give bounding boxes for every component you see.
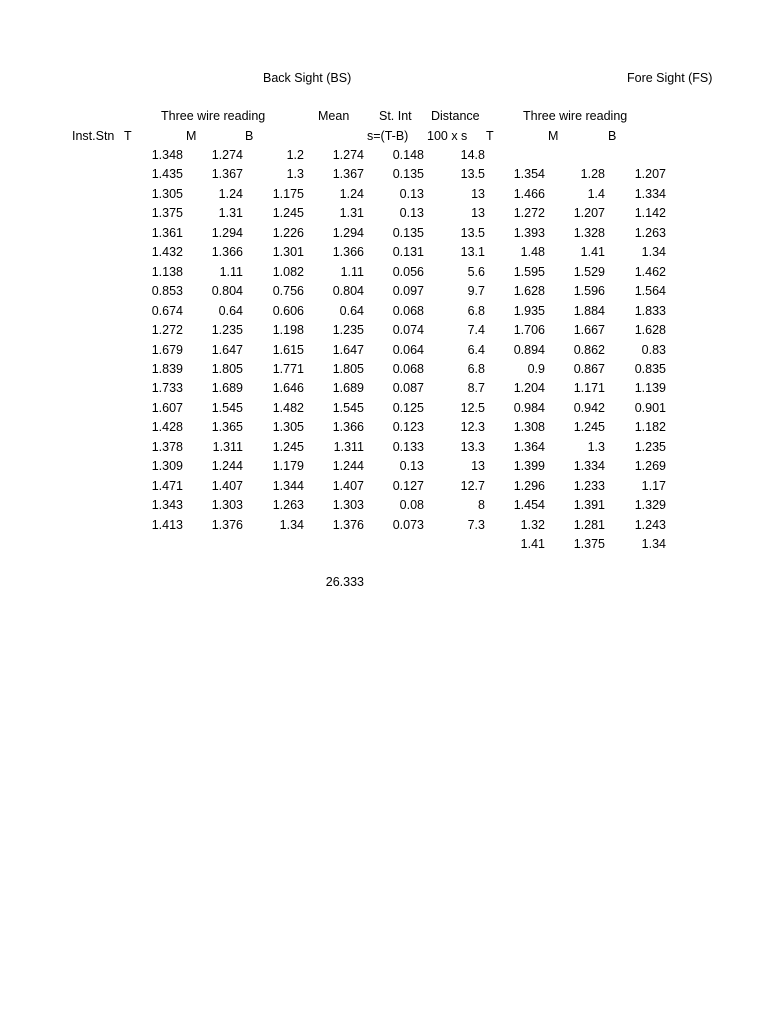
st-int-cell: 0.068 xyxy=(392,362,424,376)
fs-m-cell: 1.3 xyxy=(587,440,605,454)
bs-t-cell: 1.272 xyxy=(151,323,183,337)
fs-m-cell: 1.245 xyxy=(573,420,605,434)
bs-b-cell: 1.34 xyxy=(279,518,304,532)
fs-m-cell: 1.391 xyxy=(573,498,605,512)
fs-b-cell: 1.34 xyxy=(641,245,666,259)
distance-cell: 6.4 xyxy=(467,343,485,357)
total-mean-value: 26.333 xyxy=(325,575,364,589)
fs-three-wire-header: Three wire reading xyxy=(523,109,628,123)
st-int-cell: 0.127 xyxy=(392,479,424,493)
st-int-cell: 0.123 xyxy=(392,420,424,434)
fs-b-cell: 1.139 xyxy=(634,381,666,395)
bs-m-cell: 1.244 xyxy=(211,459,243,473)
bs-b-cell: 1.305 xyxy=(272,420,304,434)
inst-stn-header: Inst.Stn xyxy=(72,129,115,143)
fs-m-cell xyxy=(547,146,605,165)
fs-m-cell: 1.207 xyxy=(573,206,605,220)
bs-b-cell: 1.771 xyxy=(272,362,304,376)
fs-b-cell: 1.269 xyxy=(634,459,666,473)
fs-t-cell: 1.393 xyxy=(513,226,545,240)
mean-cell: 1.311 xyxy=(333,440,364,454)
bs-m-cell: 1.376 xyxy=(211,518,243,532)
back-sight-title: Back Sight (BS) xyxy=(263,71,352,85)
bs-m-cell: 1.235 xyxy=(211,323,243,337)
st-int-cell: 0.064 xyxy=(392,343,424,357)
mean-cell: 1.647 xyxy=(332,343,364,357)
distance-cell: 7.3 xyxy=(467,518,485,532)
fs-b-cell: 1.142 xyxy=(634,206,666,220)
fs-m-cell: 1.529 xyxy=(573,265,605,279)
bs-m-cell: 0.804 xyxy=(211,284,243,298)
fs-t-cell: 1.706 xyxy=(513,323,545,337)
mean-cell: 1.407 xyxy=(332,479,364,493)
fs-b-cell: 1.207 xyxy=(634,167,666,181)
mean-cell: 1.235 xyxy=(332,323,364,337)
st-int-cell: 0.133 xyxy=(392,440,424,454)
mean-cell: 1.303 xyxy=(332,498,364,512)
bs-t-cell: 1.348 xyxy=(151,148,183,162)
bs-m-cell: 0.64 xyxy=(218,304,243,318)
fs-t-cell: 1.454 xyxy=(513,498,545,512)
bs-t-cell: 1.361 xyxy=(151,226,183,240)
fs-m-cell: 1.233 xyxy=(573,479,605,493)
fs-m-cell: 0.942 xyxy=(573,401,605,415)
distance-cell: 12.5 xyxy=(460,401,485,415)
distance-cell: 12.3 xyxy=(460,420,485,434)
bs-b-cell: 1.175 xyxy=(272,187,304,201)
bs-b-cell: 1.082 xyxy=(272,265,304,279)
distance-cell: 8.7 xyxy=(467,381,485,395)
fs-t-cell: 0.9 xyxy=(527,362,545,376)
fs-t-cell: 1.628 xyxy=(513,284,545,298)
st-int-header: St. Int xyxy=(379,109,412,123)
distance-cell: 9.7 xyxy=(467,284,485,298)
mean-cell: 1.11 xyxy=(340,265,364,279)
bs-m-cell: 1.407 xyxy=(211,479,243,493)
bs-t-cell xyxy=(125,535,183,554)
bs-t-cell: 1.375 xyxy=(151,206,183,220)
fs-b-cell: 0.83 xyxy=(641,343,666,357)
fs-m-header: M xyxy=(548,129,559,143)
bs-m-cell: 1.24 xyxy=(218,187,243,201)
fs-m-cell: 1.375 xyxy=(573,537,605,551)
bs-t-cell: 1.471 xyxy=(151,479,183,493)
fs-m-cell: 1.4 xyxy=(587,187,605,201)
mean-cell: 0.64 xyxy=(339,304,364,318)
bs-m-cell: 1.31 xyxy=(218,206,243,220)
fs-m-cell: 0.867 xyxy=(573,362,605,376)
fs-b-cell: 1.263 xyxy=(634,226,666,240)
st-int-cell: 0.097 xyxy=(392,284,424,298)
bs-t-cell: 0.853 xyxy=(151,284,183,298)
fs-t-cell: 1.364 xyxy=(513,440,545,454)
st-int-cell: 0.056 xyxy=(392,265,424,279)
distance-cell: 13.3 xyxy=(460,440,485,454)
mean-cell: 1.24 xyxy=(339,187,364,201)
bs-t-cell: 1.343 xyxy=(151,498,183,512)
mean-cell: 1.274 xyxy=(332,148,364,162)
mean-header: Mean xyxy=(318,109,350,123)
bs-b-cell: 1.263 xyxy=(272,498,304,512)
fs-t-cell: 1.48 xyxy=(520,245,545,259)
distance-cell: 13 xyxy=(471,187,485,201)
bs-t-cell: 1.432 xyxy=(151,245,183,259)
bs-m-cell: 1.303 xyxy=(211,498,243,512)
fs-b-cell: 1.17 xyxy=(641,479,666,493)
fs-b-cell: 1.462 xyxy=(634,265,666,279)
bs-b-cell: 0.756 xyxy=(272,284,304,298)
fs-t-cell: 1.466 xyxy=(513,187,545,201)
fs-t-cell: 1.41 xyxy=(520,537,545,551)
bs-m-cell: 1.647 xyxy=(211,343,243,357)
fs-b-cell: 1.182 xyxy=(634,420,666,434)
st-int-cell: 0.068 xyxy=(392,304,424,318)
distance-cell: 13 xyxy=(471,206,485,220)
fs-b-cell: 1.235 xyxy=(634,440,666,454)
fs-t-cell xyxy=(487,146,545,165)
bs-b-cell: 1.179 xyxy=(272,459,304,473)
fs-m-cell: 1.328 xyxy=(573,226,605,240)
fs-b-cell: 1.34 xyxy=(641,537,666,551)
fs-b-cell: 1.334 xyxy=(634,187,666,201)
fs-b-cell: 0.901 xyxy=(634,401,666,415)
fs-b-cell: 1.564 xyxy=(634,284,666,298)
mean-cell: 1.366 xyxy=(332,245,364,259)
mean-cell: 1.689 xyxy=(332,381,364,395)
fs-m-cell: 1.596 xyxy=(573,284,605,298)
bs-b-cell: 1.615 xyxy=(272,343,304,357)
distance-cell: 5.6 xyxy=(467,265,485,279)
st-int-cell: 0.08 xyxy=(399,498,424,512)
bs-t-cell: 1.138 xyxy=(151,265,183,279)
distance-formula-header: 100 x s xyxy=(427,129,468,143)
bs-b-header: B xyxy=(245,129,254,143)
bs-b-cell: 0.606 xyxy=(272,304,304,318)
distance-cell: 13 xyxy=(471,459,485,473)
distance-cell: 14.8 xyxy=(460,148,485,162)
mean-cell: 1.367 xyxy=(332,167,364,181)
st-int-cell: 0.13 xyxy=(399,459,424,473)
fs-b-header: B xyxy=(608,129,617,143)
fs-t-cell: 0.984 xyxy=(513,401,545,415)
st-formula-header: s=(T-B) xyxy=(367,129,409,143)
fs-t-cell: 0.894 xyxy=(513,343,545,357)
fs-t-cell: 1.204 xyxy=(513,381,545,395)
bs-b-cell: 1.2 xyxy=(286,148,304,162)
fs-t-cell: 1.32 xyxy=(520,518,545,532)
fs-t-cell: 1.935 xyxy=(513,304,545,318)
fs-b-cell: 1.243 xyxy=(634,518,666,532)
st-int-cell: 0.135 xyxy=(392,167,424,181)
st-int-cell: 0.148 xyxy=(392,148,424,162)
fs-t-cell: 1.308 xyxy=(513,420,545,434)
bs-b-cell xyxy=(246,535,304,554)
fs-t-cell: 1.595 xyxy=(513,265,545,279)
st-int-cell: 0.074 xyxy=(392,323,424,337)
mean-cell: 1.244 xyxy=(332,459,364,473)
distance-cell: 13.5 xyxy=(460,167,485,181)
bs-m-cell: 1.11 xyxy=(219,265,243,279)
bs-three-wire-header: Three wire reading xyxy=(161,109,266,123)
bs-b-cell: 1.344 xyxy=(272,479,304,493)
fore-sight-title: Fore Sight (FS) xyxy=(627,71,713,85)
mean-cell: 1.366 xyxy=(332,420,364,434)
bs-b-cell: 1.482 xyxy=(272,401,304,415)
fs-b-cell: 1.833 xyxy=(634,304,666,318)
distance-cell: 6.8 xyxy=(467,362,485,376)
distance-cell: 7.4 xyxy=(467,323,485,337)
distance-cell: 6.8 xyxy=(467,304,485,318)
bs-t-cell: 0.674 xyxy=(151,304,183,318)
bs-m-cell: 1.274 xyxy=(211,148,243,162)
bs-m-cell: 1.366 xyxy=(211,245,243,259)
bs-m-header: M xyxy=(186,129,197,143)
bs-m-cell: 1.311 xyxy=(212,440,243,454)
bs-b-cell: 1.226 xyxy=(272,226,304,240)
bs-m-cell: 1.805 xyxy=(211,362,243,376)
distance-cell: 12.7 xyxy=(460,479,485,493)
bs-t-cell: 1.607 xyxy=(151,401,183,415)
st-int-cell: 0.13 xyxy=(399,206,424,220)
mean-cell: 0.804 xyxy=(332,284,364,298)
fs-m-cell: 1.884 xyxy=(573,304,605,318)
distance-cell: 13.5 xyxy=(460,226,485,240)
fs-m-cell: 1.667 xyxy=(573,323,605,337)
bs-m-cell: 1.689 xyxy=(211,381,243,395)
bs-t-cell: 1.679 xyxy=(151,343,183,357)
bs-t-cell: 1.428 xyxy=(151,420,183,434)
fs-t-cell: 1.272 xyxy=(513,206,545,220)
distance-cell xyxy=(427,535,485,554)
fs-m-cell: 1.171 xyxy=(573,381,605,395)
distance-header: Distance xyxy=(431,109,480,123)
bs-b-cell: 1.301 xyxy=(272,245,304,259)
bs-m-cell xyxy=(185,535,243,554)
fs-t-cell: 1.354 xyxy=(513,167,545,181)
mean-cell: 1.545 xyxy=(332,401,364,415)
mean-cell: 1.31 xyxy=(339,206,364,220)
fs-b-cell xyxy=(608,146,666,165)
bs-b-cell: 1.245 xyxy=(272,206,304,220)
mean-cell: 1.294 xyxy=(332,226,364,240)
fs-m-cell: 1.28 xyxy=(580,167,605,181)
st-int-cell: 0.073 xyxy=(392,518,424,532)
bs-b-cell: 1.198 xyxy=(272,323,304,337)
bs-t-cell: 1.733 xyxy=(151,381,183,395)
st-int-cell: 0.135 xyxy=(392,226,424,240)
bs-t-cell: 1.435 xyxy=(151,167,183,181)
fs-m-cell: 1.334 xyxy=(573,459,605,473)
bs-b-cell: 1.245 xyxy=(272,440,304,454)
fs-m-cell: 1.41 xyxy=(580,245,605,259)
fs-b-cell: 1.329 xyxy=(634,498,666,512)
bs-t-cell: 1.305 xyxy=(151,187,183,201)
st-int-cell xyxy=(366,535,424,554)
st-int-cell: 0.087 xyxy=(392,381,424,395)
st-int-cell: 0.131 xyxy=(392,245,424,259)
mean-cell xyxy=(306,535,364,554)
fs-t-cell: 1.399 xyxy=(513,459,545,473)
bs-t-header: T xyxy=(124,129,132,143)
fs-m-cell: 1.281 xyxy=(573,518,605,532)
st-int-cell: 0.13 xyxy=(399,187,424,201)
bs-m-cell: 1.294 xyxy=(211,226,243,240)
fs-b-cell: 1.628 xyxy=(634,323,666,337)
distance-cell: 13.1 xyxy=(460,245,485,259)
bs-b-cell: 1.646 xyxy=(272,381,304,395)
fs-t-cell: 1.296 xyxy=(513,479,545,493)
distance-cell: 8 xyxy=(478,498,485,512)
bs-t-cell: 1.839 xyxy=(151,362,183,376)
bs-m-cell: 1.367 xyxy=(211,167,243,181)
mean-cell: 1.376 xyxy=(332,518,364,532)
bs-t-cell: 1.309 xyxy=(151,459,183,473)
bs-b-cell: 1.3 xyxy=(286,167,304,181)
fs-t-header: T xyxy=(486,129,494,143)
bs-t-cell: 1.413 xyxy=(151,518,183,532)
bs-t-cell: 1.378 xyxy=(151,440,183,454)
fs-m-cell: 0.862 xyxy=(573,343,605,357)
bs-m-cell: 1.365 xyxy=(211,420,243,434)
fs-b-cell: 0.835 xyxy=(634,362,666,376)
st-int-cell: 0.125 xyxy=(392,401,424,415)
bs-m-cell: 1.545 xyxy=(211,401,243,415)
mean-cell: 1.805 xyxy=(332,362,364,376)
